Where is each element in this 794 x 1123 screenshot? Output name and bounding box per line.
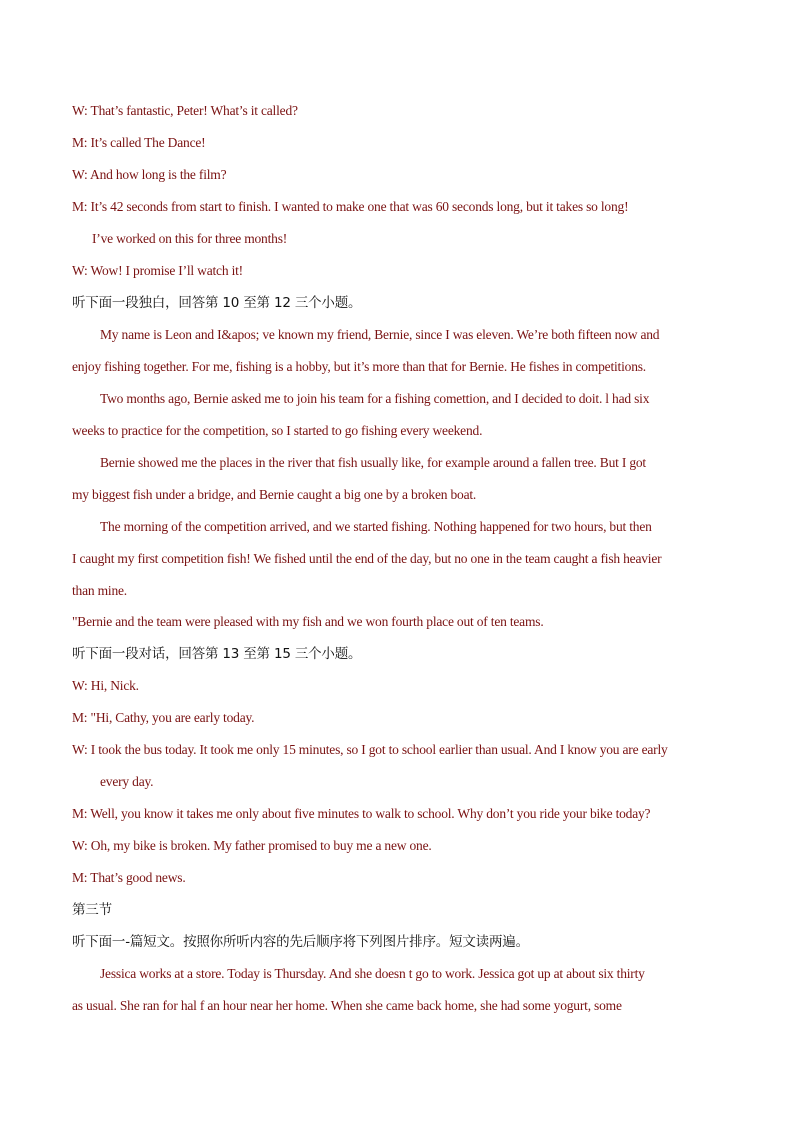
section-instruction: 听下面一段对话，回答第 13 至第 15 三个小题。 — [72, 646, 362, 662]
section-instruction: 听下面一段独白，回答第 10 至第 12 三个小题。 — [72, 295, 362, 311]
dialogue-line: W: And how long is the film? — [72, 167, 227, 182]
section-heading: 第三节 — [72, 902, 112, 918]
passage-line: my biggest fish under a bridge, and Bernie caught a big one by a broken boat. — [72, 487, 477, 502]
dialogue-line: W: I took the bus today. It took me only 15 minutes, so I got to school earlier than usual. And I know you are early — [72, 742, 668, 757]
dialogue-line-continued: I’ve worked on this for three months! — [92, 231, 288, 246]
passage-line: as usual. She ran for hal f an hour near her home. When she came back home, she had some yogurt, some — [72, 998, 622, 1013]
passage-line: My name is Leon and I&apos; ve known my friend, Bernie, since I was eleven. We’re both fifteen now and — [100, 327, 660, 342]
passage-line: "Bernie and the team were pleased with my fish and we won fourth place out of ten teams. — [72, 614, 544, 629]
dialogue-line: W: Wow! I promise I’ll watch it! — [72, 263, 243, 278]
passage-line: enjoy fishing together. For me, fishing is a hobby, but it’s more than that for Bernie. He fishes in competitions. — [72, 359, 646, 374]
passage-line: weeks to practice for the competition, so I started to go fishing every weekend. — [72, 423, 483, 438]
passage-line: than mine. — [72, 583, 127, 598]
dialogue-line: M: Well, you know it takes me only about five minutes to walk to school. Why don’t you ride your bike today? — [72, 806, 651, 821]
dialogue-line-continued: every day. — [100, 774, 154, 789]
passage-line: The morning of the competition arrived, and we started fishing. Nothing happened for two hours, but then — [100, 519, 652, 534]
passage-line: Two months ago, Bernie asked me to join his team for a fishing comettion, and I decided to doit. l had six — [100, 391, 650, 406]
dialogue-line: W: Hi, Nick. — [72, 678, 139, 693]
dialogue-line: M: "Hi, Cathy, you are early today. — [72, 710, 255, 725]
passage-line: I caught my first competition fish! We fished until the end of the day, but no one in the team caught a fish heavier — [72, 551, 662, 566]
dialogue-line: W: That’s fantastic, Peter! What’s it called? — [72, 103, 298, 118]
dialogue-line: M: It’s 42 seconds from start to finish. I wanted to make one that was 60 seconds long, but it takes so long! — [72, 199, 629, 214]
passage-line: Jessica works at a store. Today is Thursday. And she doesn t go to work. Jessica got up at about six thirty — [100, 966, 645, 981]
dialogue-line: M: That’s good news. — [72, 870, 186, 885]
dialogue-line: W: Oh, my bike is broken. My father promised to buy me a new one. — [72, 838, 432, 853]
passage-line: Bernie showed me the places in the river that fish usually like, for example around a fallen tree. But I got — [100, 455, 646, 470]
section-instruction: 听下面一-篇短文。按照你所听内容的先后顺序将下列图片排序。短文读两遍。 — [72, 934, 529, 950]
dialogue-line: M: It’s called The Dance! — [72, 135, 206, 150]
